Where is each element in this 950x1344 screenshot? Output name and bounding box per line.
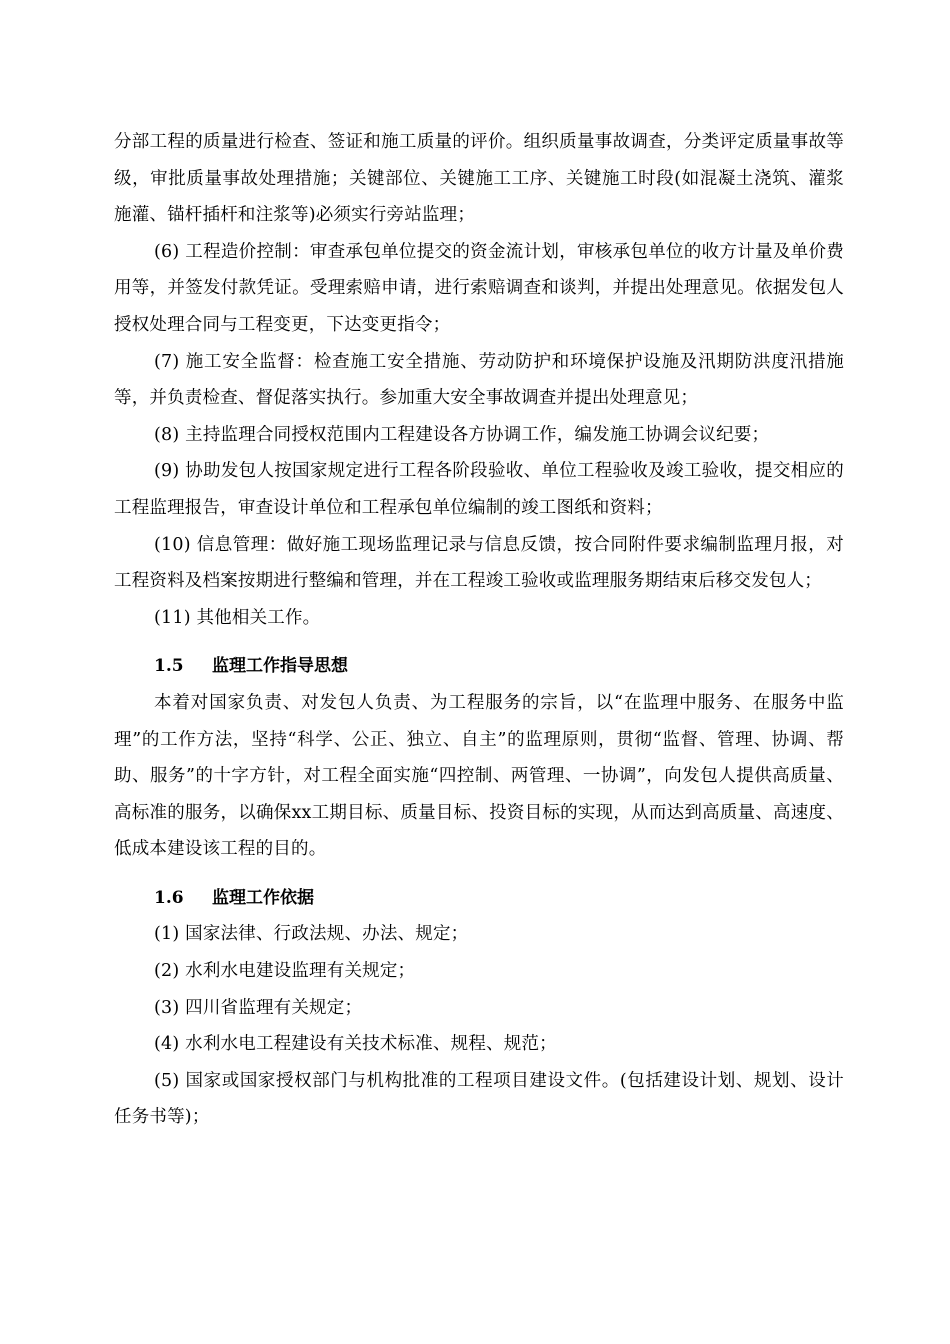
paragraph-item-7-safety: (7) 施工安全监督：检查施工安全措施、劳动防护和环境保护设施及汛期防洪度汛措施等，并负责检查、督促落实执行。参加重大安全事故调查并提出处理意见；: [114, 351, 844, 409]
section-heading-1-5: [114, 648, 844, 685]
list-item-basis-4: (4) 水利水电工程建设有关技术标准、规程、规范；: [154, 1034, 557, 1055]
list-item-basis-5: (5) 国家或国家授权部门与机构批准的工程项目建设文件。(包括建设计划、规划、设计任务书等)；: [114, 1070, 844, 1128]
section-title: 监理工作指导思想: [212, 656, 348, 677]
section-number: 1.5: [154, 656, 184, 677]
section-title: 监理工作依据: [212, 887, 314, 908]
paragraph-quality-control-continued: 分部工程的质量进行检查、签证和施工质量的评价。组织质量事故调查，分类评定质量事故等级，审批质量事故处理措施；关键部位、关键施工工序、关键施工时段(如混凝土浇筑、灌浆施灌、锚杆插杆和注浆等)必须实行旁站监理；: [114, 132, 844, 226]
list-item-basis-2: (2) 水利水电建设监理有关规定；: [154, 961, 416, 982]
document-page: [114, 124, 844, 1136]
paragraph-guiding-principle: 本着对国家负责、对发包人负责、为工程服务的宗旨，以“在监理中服务、在服务中监理”的工作方法，坚持“科学、公正、独立、自主”的监理原则，贯彻“监督、管理、协调、帮助、服务”的十字方针，对工程全面实施“四控制、两管理、一协调”，向发包人提供高质量、高标准的服务，以确保xx工期目标、质量目标、投资目标的实现，从而达到高质量、高速度、低成本建设该工程的目的。: [114, 692, 844, 860]
list-item-basis-1: (1) 国家法律、行政法规、办法、规定；: [154, 924, 469, 945]
paragraph-item-8-coordination: (8) 主持监理合同授权范围内工程建设各方协调工作，编发施工协调会议纪要；: [154, 424, 770, 445]
paragraph-item-11-other: (11) 其他相关工作。: [154, 607, 321, 628]
paragraph-item-9-acceptance: (9) 协助发包人按国家规定进行工程各阶段验收、单位工程验收及竣工验收，提交相应的工程监理报告，审查设计单位和工程承包单位编制的竣工图纸和资料；: [114, 461, 844, 518]
list-item-basis-3: (3) 四川省监理有关规定；: [154, 997, 363, 1018]
paragraph-item-6-cost-control: (6) 工程造价控制：审查承包单位提交的资金流计划，审核承包单位的收方计量及单价费用等，并签发付款凭证。受理索赔申请，进行索赔调查和谈判，并提出处理意见。依据发包人授权处理合同与工程变更，下达变更指令；: [114, 241, 844, 335]
paragraph-item-10-information: (10) 信息管理：做好施工现场监理记录与信息反馈，按合同附件要求编制监理月报，对工程资料及档案按期进行整编和管理，并在工程竣工验收或监理服务期结束后移交发包人；: [114, 534, 844, 592]
section-number: 1.6: [154, 887, 184, 908]
section-heading-1-6: [114, 880, 844, 917]
